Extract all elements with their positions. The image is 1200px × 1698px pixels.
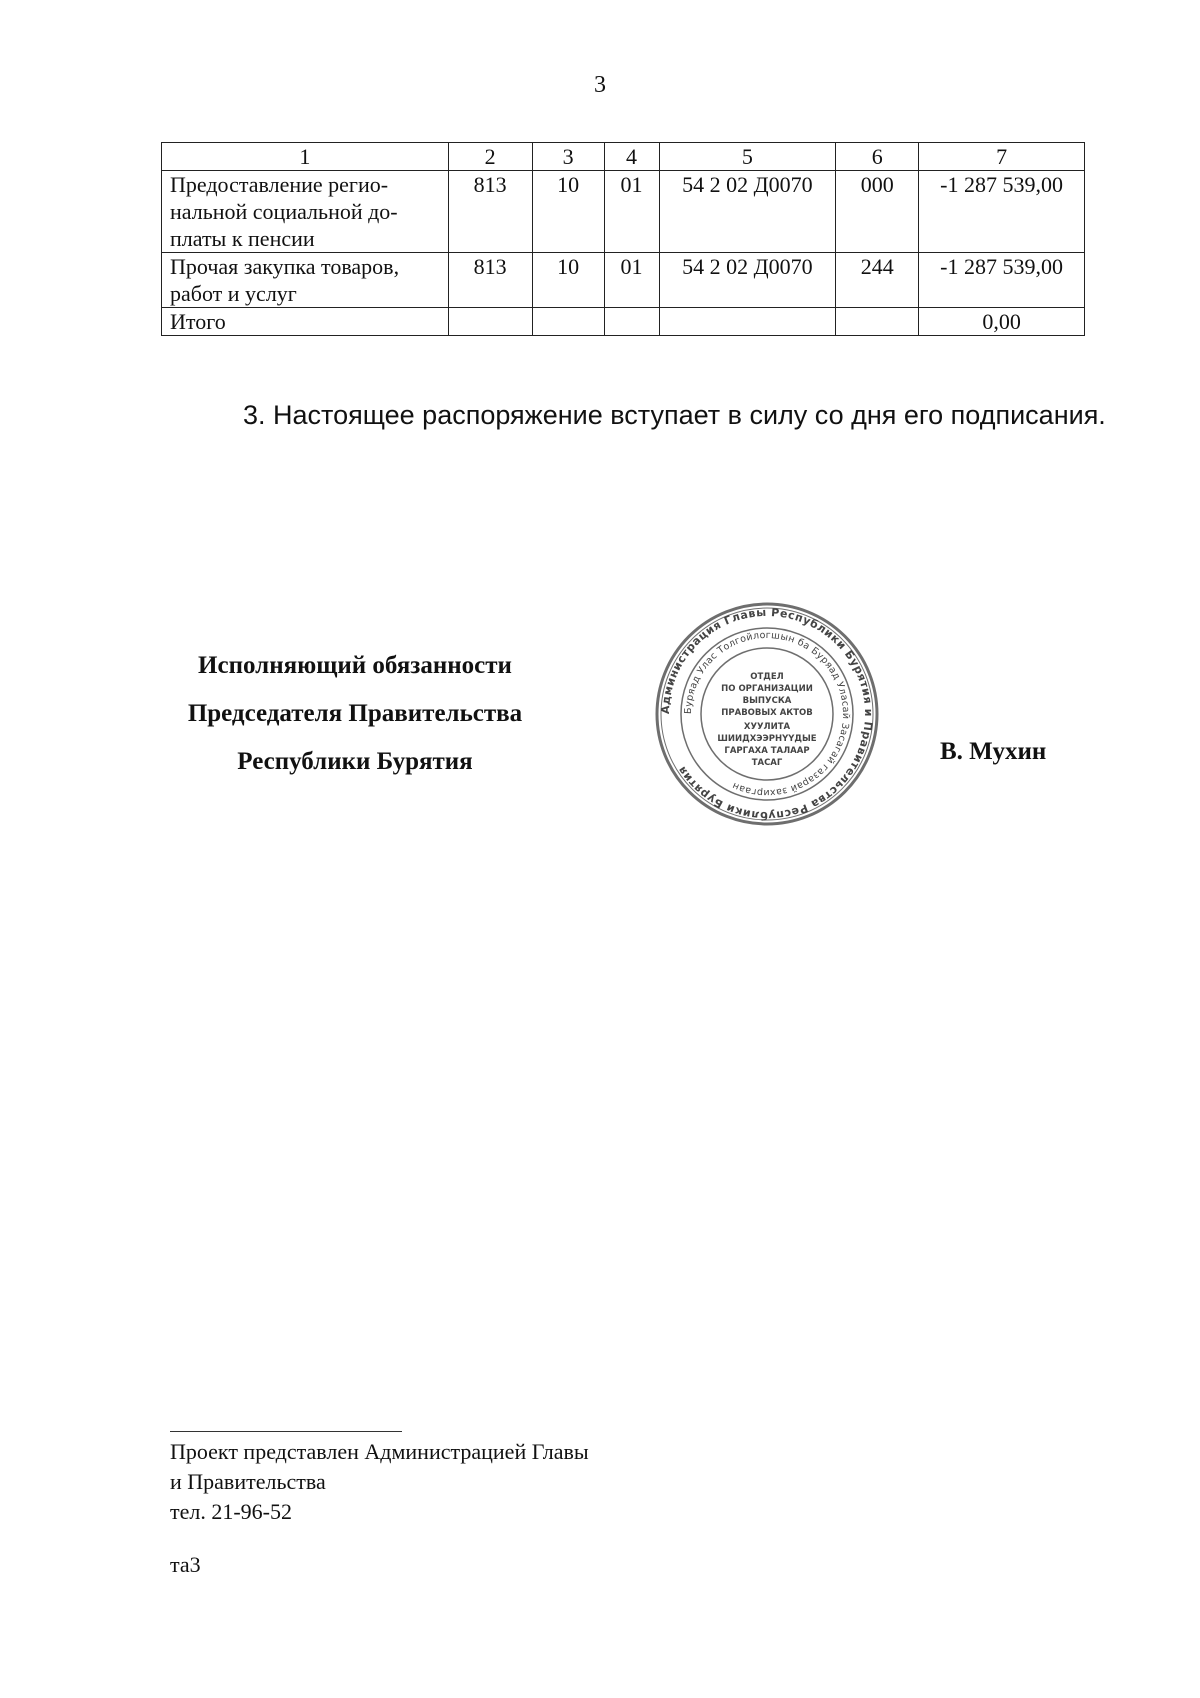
cell-target-article: 54 2 02 Д0070	[659, 171, 836, 253]
cell-amount: -1 287 539,00	[919, 171, 1085, 253]
seal-center-line: ШИИДХЭЭРНҮҮДЫЕ	[717, 734, 817, 744]
cell-administrator: 813	[448, 253, 532, 308]
signer-position-line: Председателя Правительства	[187, 700, 523, 727]
empty-cell	[659, 308, 836, 336]
seal-center-line: ТАСАГ	[751, 758, 783, 768]
table-total-row	[162, 308, 1085, 336]
empty-cell	[448, 308, 532, 336]
header-cell: 4	[604, 143, 659, 171]
seal-center-line: ПО ОРГАНИЗАЦИИ	[721, 684, 813, 694]
empty-cell	[604, 308, 659, 336]
table-row	[162, 253, 1085, 308]
footnote-phone: тел. 21-96-52	[170, 1499, 293, 1524]
cell-section: 10	[532, 253, 604, 308]
header-cell: 5	[659, 143, 836, 171]
header-cell: 3	[532, 143, 604, 171]
official-seal-stamp	[650, 601, 884, 827]
document-code: та3	[170, 1552, 201, 1577]
header-cell: 7	[919, 143, 1085, 171]
header-cell: 1	[162, 143, 449, 171]
footnote-line: Проект представлен Администрацией Главы	[170, 1439, 589, 1464]
seal-center-line: ГАРГАХА ТАЛААР	[724, 746, 810, 756]
seal-center-line: ВЫПУСКА	[742, 696, 792, 706]
clause-text: 3. Настоящее распоряжение вступает в силу со дня его подписания.	[243, 400, 1106, 430]
desc-line: Прочая закупка товаров,	[170, 254, 400, 279]
budget-table	[161, 142, 1085, 336]
signer-block	[160, 642, 550, 786]
footnote-divider	[170, 1431, 402, 1432]
seal-center-line: ОТДЕЛ	[750, 672, 784, 682]
cell-amount: -1 287 539,00	[919, 253, 1085, 308]
desc-line: нальной социальной до-	[170, 199, 398, 224]
total-value: 0,00	[919, 308, 1085, 336]
signer-position-line: Исполняющий обязанности	[198, 652, 512, 679]
seal-center-line: ПРАВОВЫХ АКТОВ	[721, 708, 813, 718]
total-label: Итого	[162, 308, 449, 336]
row-description	[162, 171, 449, 253]
desc-line: Предоставление регио-	[170, 172, 389, 197]
seal-center-line: ХУУЛИТА	[743, 722, 791, 732]
empty-cell	[836, 308, 919, 336]
header-cell: 2	[448, 143, 532, 171]
header-cell: 6	[836, 143, 919, 171]
signer-name: В. Мухин	[940, 738, 1047, 765]
cell-administrator: 813	[448, 171, 532, 253]
row-description	[162, 253, 449, 308]
cell-section: 10	[532, 171, 604, 253]
footnote-line: и Правительства	[170, 1469, 326, 1494]
cell-expense-type: 000	[836, 171, 919, 253]
empty-cell	[532, 308, 604, 336]
signer-position-line: Республики Бурятия	[237, 748, 473, 775]
seal-inner-ring-text: Буряад Улас Толгойлогшын ба Буряад Уласай Засагай газарай захиргаан	[682, 629, 852, 799]
table-row	[162, 171, 1085, 253]
cell-expense-type: 244	[836, 253, 919, 308]
cell-subsection: 01	[604, 171, 659, 253]
desc-line: платы к пенсии	[170, 226, 315, 251]
desc-line: работ и услуг	[170, 281, 297, 306]
seal-outer-ring-text: Администрация Главы Республики Бурятия и Правительства Республики Бурятия	[658, 605, 876, 823]
table-header-row	[162, 143, 1085, 171]
page-number: 3	[594, 72, 606, 98]
cell-subsection: 01	[604, 253, 659, 308]
cell-target-article: 54 2 02 Д0070	[659, 253, 836, 308]
footnote-block	[170, 1437, 589, 1527]
